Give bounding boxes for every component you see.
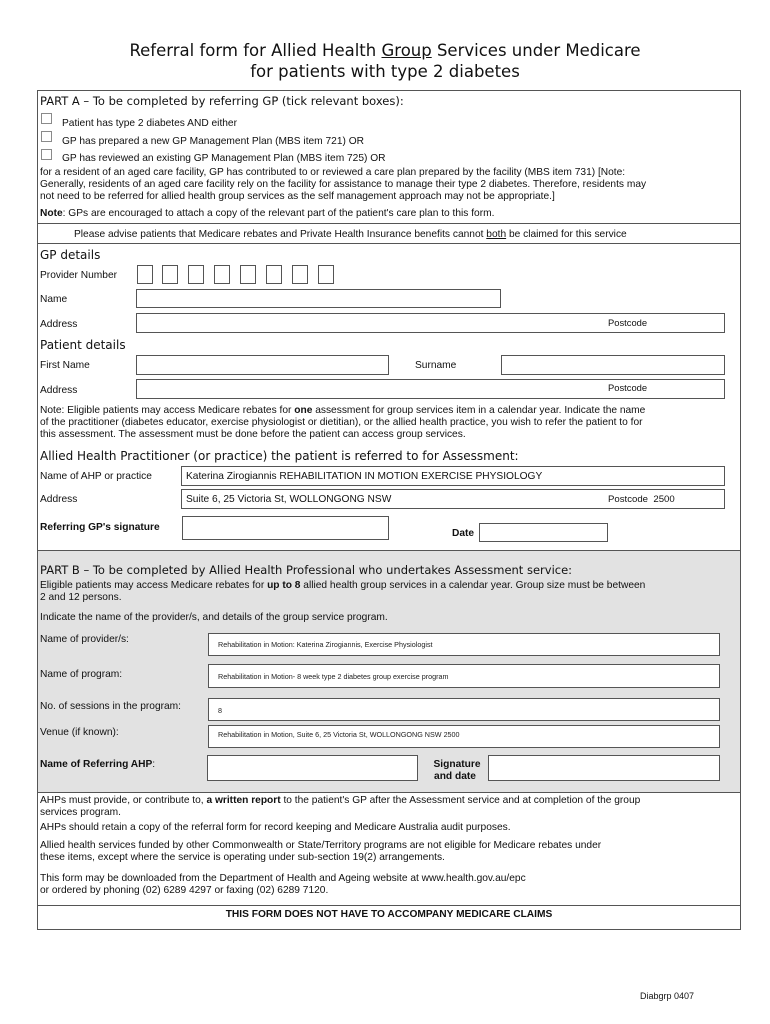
- referring-ahp-label: Name of Referring AHP:: [40, 759, 156, 770]
- provider-number-digit[interactable]: [162, 265, 178, 284]
- gp-name-label: Name: [40, 294, 68, 305]
- gp-postcode-label: Postcode: [608, 317, 648, 328]
- program-field[interactable]: Rehabilitation in Motion- 8 week type 2 diabetes group exercise program: [208, 664, 720, 688]
- ahp-address-field[interactable]: Suite 6, 25 Victoria St, WOLLONGONG NSW: [181, 489, 725, 509]
- program-label: Name of program:: [40, 669, 123, 680]
- provider-number-label: Provider Number: [40, 270, 117, 281]
- report-note: AHPs must provide, or contribute to, a written report to the patient's GP after the Assessment service and at completion of the group: [40, 795, 641, 806]
- checkbox-reviewed-gpmp[interactable]: [41, 149, 52, 160]
- checkbox-label: Patient has type 2 diabetes AND either: [62, 118, 237, 129]
- divider: [37, 243, 741, 244]
- surname-field[interactable]: [501, 355, 725, 375]
- date-field[interactable]: [479, 523, 608, 542]
- surname-label: Surname: [415, 360, 457, 371]
- part-b-eligibility: 2 and 12 persons.: [40, 592, 122, 603]
- retain-note: AHPs should retain a copy of the referral form for record keeping and Medicare Australia audit purposes.: [40, 822, 511, 833]
- rebate-advice: Please advise patients that Medicare rebates and Private Health Insurance benefits cannot both be claimed for this service: [74, 229, 627, 240]
- venue-label: Venue (if known):: [40, 727, 119, 738]
- part-b-indicate: Indicate the name of the provider/s, and details of the group service program.: [40, 612, 388, 623]
- referring-ahp-field[interactable]: [207, 755, 418, 781]
- venue-field[interactable]: Rehabilitation in Motion, Suite 6, 25 Victoria St, WOLLONGONG NSW 2500: [208, 725, 720, 748]
- ahp-name-field[interactable]: Katerina Zirogiannis REHABILITATION IN MOTION EXERCISE PHYSIOLOGY: [181, 466, 725, 486]
- provider-number-digit[interactable]: [292, 265, 308, 284]
- date-label: Date: [452, 528, 475, 539]
- gp-signature-field[interactable]: [182, 516, 389, 540]
- patient-address-label: Address: [40, 385, 78, 396]
- sessions-label: No. of sessions in the program:: [40, 701, 181, 712]
- part-b-eligibility: Eligible patients may access Medicare rebates for up to 8 allied health group services in a calendar year. Group size must be between: [40, 580, 646, 591]
- gp-name-field[interactable]: [136, 289, 501, 308]
- funded-note: these items, except where the service is operating under sub-section 19(2) arrangements.: [40, 852, 445, 863]
- download-note: or ordered by phoning (02) 6289 4297 or faxing (02) 6289 7120.: [40, 885, 329, 896]
- provider-number-digit[interactable]: [266, 265, 282, 284]
- ahp-heading: Allied Health Practitioner (or practice) the patient is referred to for Assessment:: [40, 449, 519, 463]
- ahp-signature-label: Signature: [433, 759, 481, 770]
- ahp-postcode: Postcode 2500: [608, 494, 675, 505]
- patient-details-heading: Patient details: [40, 338, 126, 352]
- part-b-heading: PART B – To be completed by Allied Health Professional who undertakes Assessment service:: [40, 563, 573, 577]
- patient-postcode-label: Postcode: [608, 382, 648, 393]
- gp-signature-label: Referring GP's signature: [40, 522, 160, 533]
- sessions-field[interactable]: 8: [208, 698, 720, 721]
- aged-care-text: Generally, residents of an aged care facility rely on the facility for assistance to manage their type 2 diabetes. Therefore, residents may: [40, 179, 647, 190]
- eligibility-note: of the practitioner (diabetes educator, exercise physiologist or dietitian), or the allied health practice, you wish to refer the patient to for: [40, 417, 643, 428]
- download-note: This form may be downloaded from the Department of Health and Ageing website at www.health.gov.au/epc: [40, 873, 526, 884]
- form-code: Diabgrp 0407: [640, 991, 695, 1001]
- checkbox-new-gpmp[interactable]: [41, 131, 52, 142]
- provider-number-digit[interactable]: [188, 265, 204, 284]
- aged-care-text: for a resident of an aged care facility, GP has contributed to or reviewed a care plan prepared by the facility (MBS item 731) [Note:: [40, 167, 626, 178]
- provider-number-digit[interactable]: [318, 265, 334, 284]
- report-note: services program.: [40, 807, 121, 818]
- ahp-and-date-label: and date: [434, 771, 476, 782]
- providers-field[interactable]: Rehabilitation in Motion: Katerina Zirogiannis, Exercise Physiologist: [208, 633, 720, 656]
- aged-care-text: not need to be referred for allied health group services as the self management approach may not be appropriate.]: [40, 191, 555, 202]
- divider: [37, 792, 741, 793]
- provider-number-digit[interactable]: [214, 265, 230, 284]
- part-a-heading: PART A – To be completed by referring GP (tick relevant boxes):: [40, 94, 404, 108]
- gp-address-label: Address: [40, 319, 78, 330]
- provider-number-digit[interactable]: [240, 265, 256, 284]
- gp-details-heading: GP details: [40, 248, 101, 262]
- no-accompany-notice: THIS FORM DOES NOT HAVE TO ACCOMPANY MEDICARE CLAIMS: [225, 909, 553, 920]
- providers-label: Name of provider/s:: [40, 634, 129, 645]
- provider-number-digit[interactable]: [137, 265, 153, 284]
- checkbox-type2-diabetes[interactable]: [41, 113, 52, 124]
- ahp-signature-date-field[interactable]: [488, 755, 720, 781]
- checkbox-label: GP has reviewed an existing GP Management Plan (MBS item 725) OR: [62, 153, 386, 164]
- funded-note: Allied health services funded by other Commonwealth or State/Territory programs are not eligible for Medicare rebates under: [40, 840, 602, 851]
- divider: [37, 550, 741, 551]
- form-title-line1: Referral form for Allied Health Group Services under Medicare: [129, 41, 641, 60]
- first-name-label: First Name: [40, 360, 90, 371]
- eligibility-note: Note: Eligible patients may access Medicare rebates for one assessment for group services item in a calendar year. Indicate the name: [40, 405, 646, 416]
- form-title-line2: for patients with type 2 diabetes: [250, 62, 520, 81]
- ahp-address-label: Address: [40, 494, 78, 505]
- checkbox-label: GP has prepared a new GP Management Plan (MBS item 721) OR: [62, 136, 365, 147]
- first-name-field[interactable]: [136, 355, 389, 375]
- eligibility-note: this assessment. The assessment must be done before the patient can access group services.: [40, 429, 466, 440]
- divider: [37, 223, 741, 224]
- care-plan-note: Note: GPs are encouraged to attach a copy of the relevant part of the patient's care plan to this form.: [40, 208, 495, 219]
- ahp-name-label: Name of AHP or practice: [40, 471, 152, 482]
- divider: [37, 905, 741, 906]
